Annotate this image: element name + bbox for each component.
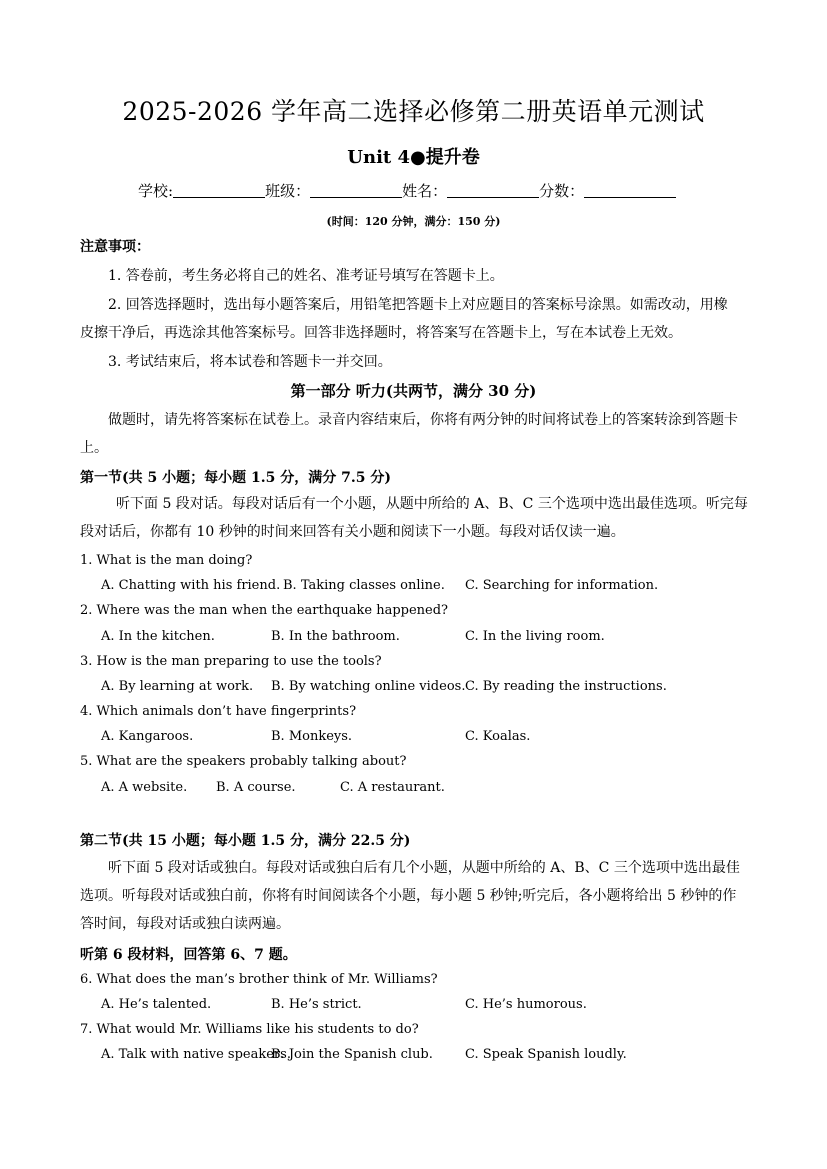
score-label: 分数： — [539, 182, 585, 200]
option-3a: A. By learning at work. — [101, 679, 254, 694]
option-4b: B. Monkeys. — [271, 729, 353, 744]
part1-heading: 第一部分 听力(共两节，满分 30 分) — [290, 382, 537, 400]
student-info-row — [138, 180, 676, 201]
option-4a: A. Kangaroos. — [101, 729, 194, 744]
notes-heading: 注意事项： — [80, 239, 150, 255]
question-7: 7. What would Mr. Williams like his students to do? — [80, 1022, 419, 1037]
option-1c: C. Searching for information. — [465, 578, 659, 593]
option-2b: B. In the bathroom. — [271, 629, 400, 644]
question-3: 3. How is the man preparing to use the tools? — [80, 654, 382, 669]
option-6c: C. He’s humorous. — [465, 997, 587, 1012]
option-2a: A. In the kitchen. — [101, 629, 215, 644]
option-6a: A. He’s talented. — [101, 997, 212, 1012]
school-blank[interactable] — [173, 183, 265, 198]
name-label: 姓名： — [402, 182, 448, 200]
option-5b: B. A course. — [216, 780, 296, 795]
note-item: 皮擦干净后，再选涂其他答案标号。回答非选择题时，将答案写在答题卡上，写在本试卷上无效。 — [80, 325, 682, 341]
option-3c: C. By reading the instructions. — [465, 679, 667, 694]
exam-time: (时间：120 分钟，满分：150 分) — [326, 215, 501, 228]
section1-intro: 听下面 5 段对话。每段对话后有一个小题，从题中所给的 A、B、C 三个选项中选出最佳选项。听完每段对话后，你都有 10 秒钟的时间来回答有关小题和阅读下一小题。每段对话仅读一遍。 — [80, 496, 748, 540]
option-1a: A. Chatting with his friend. — [101, 578, 281, 593]
note-item: 3. 考试结束后，将本试卷和答题卡一并交回。 — [108, 354, 392, 370]
score-blank[interactable] — [584, 183, 676, 198]
exam-subtitle: Unit 4●提升卷 — [347, 147, 480, 168]
question-4: 4. Which animals don’t have fingerprints? — [80, 704, 357, 719]
section1-heading: 第一节(共 5 小题；每小题 1.5 分，满分 7.5 分) — [80, 470, 391, 486]
option-7a: A. Talk with native speakers. — [101, 1047, 291, 1062]
class-blank[interactable] — [310, 183, 402, 198]
option-5a: A. A website. — [101, 780, 188, 795]
option-6b: B. He’s strict. — [271, 997, 362, 1012]
option-4c: C. Koalas. — [465, 729, 531, 744]
material-heading: 听第 6 段材料，回答第 6、7 题。 — [80, 947, 297, 963]
note-item: 1. 答卷前，考生务必将自己的姓名、准考证号填写在答题卡上。 — [108, 268, 504, 284]
option-5c: C. A restaurant. — [340, 780, 445, 795]
school-label: 学校: — [138, 182, 174, 200]
name-blank[interactable] — [447, 183, 539, 198]
section2-intro: 听下面 5 段对话或独白。每段对话或独白后有几个小题，从题中所给的 A、B、C 三个选项中选出最佳选项。听每段对话或独白前，你将有时间阅读各个小题，每小题 5 秒钟;听完后，各小题将给出 5 秒钟的作答时间，每段对话或独白读两遍。 — [80, 860, 740, 932]
question-6: 6. What does the man’s brother think of Mr. Williams? — [80, 972, 438, 987]
part1-intro: 做题时，请先将答案标在试卷上。录音内容结束后，你将有两分钟的时间将试卷上的答案转涂到答题卡上。 — [80, 412, 738, 456]
question-5: 5. What are the speakers probably talking about? — [80, 754, 407, 769]
question-1: 1. What is the man doing? — [80, 553, 253, 568]
option-7b: B. Join the Spanish club. — [271, 1047, 433, 1062]
class-label: 班级： — [265, 182, 311, 200]
exam-title: 2025-2026 学年高二选择必修第二册英语单元测试 — [122, 97, 705, 126]
section2-heading: 第二节(共 15 小题；每小题 1.5 分，满分 22.5 分) — [80, 833, 411, 849]
option-1b: B. Taking classes online. — [283, 578, 445, 593]
option-2c: C. In the living room. — [465, 629, 605, 644]
question-2: 2. Where was the man when the earthquake happened? — [80, 603, 449, 618]
note-item: 2. 回答选择题时，选出每小题答案后，用铅笔把答题卡上对应题目的答案标号涂黑。如需改动，用橡 — [108, 297, 728, 313]
option-3b: B. By watching online videos. — [271, 679, 466, 694]
option-7c: C. Speak Spanish loudly. — [465, 1047, 627, 1062]
